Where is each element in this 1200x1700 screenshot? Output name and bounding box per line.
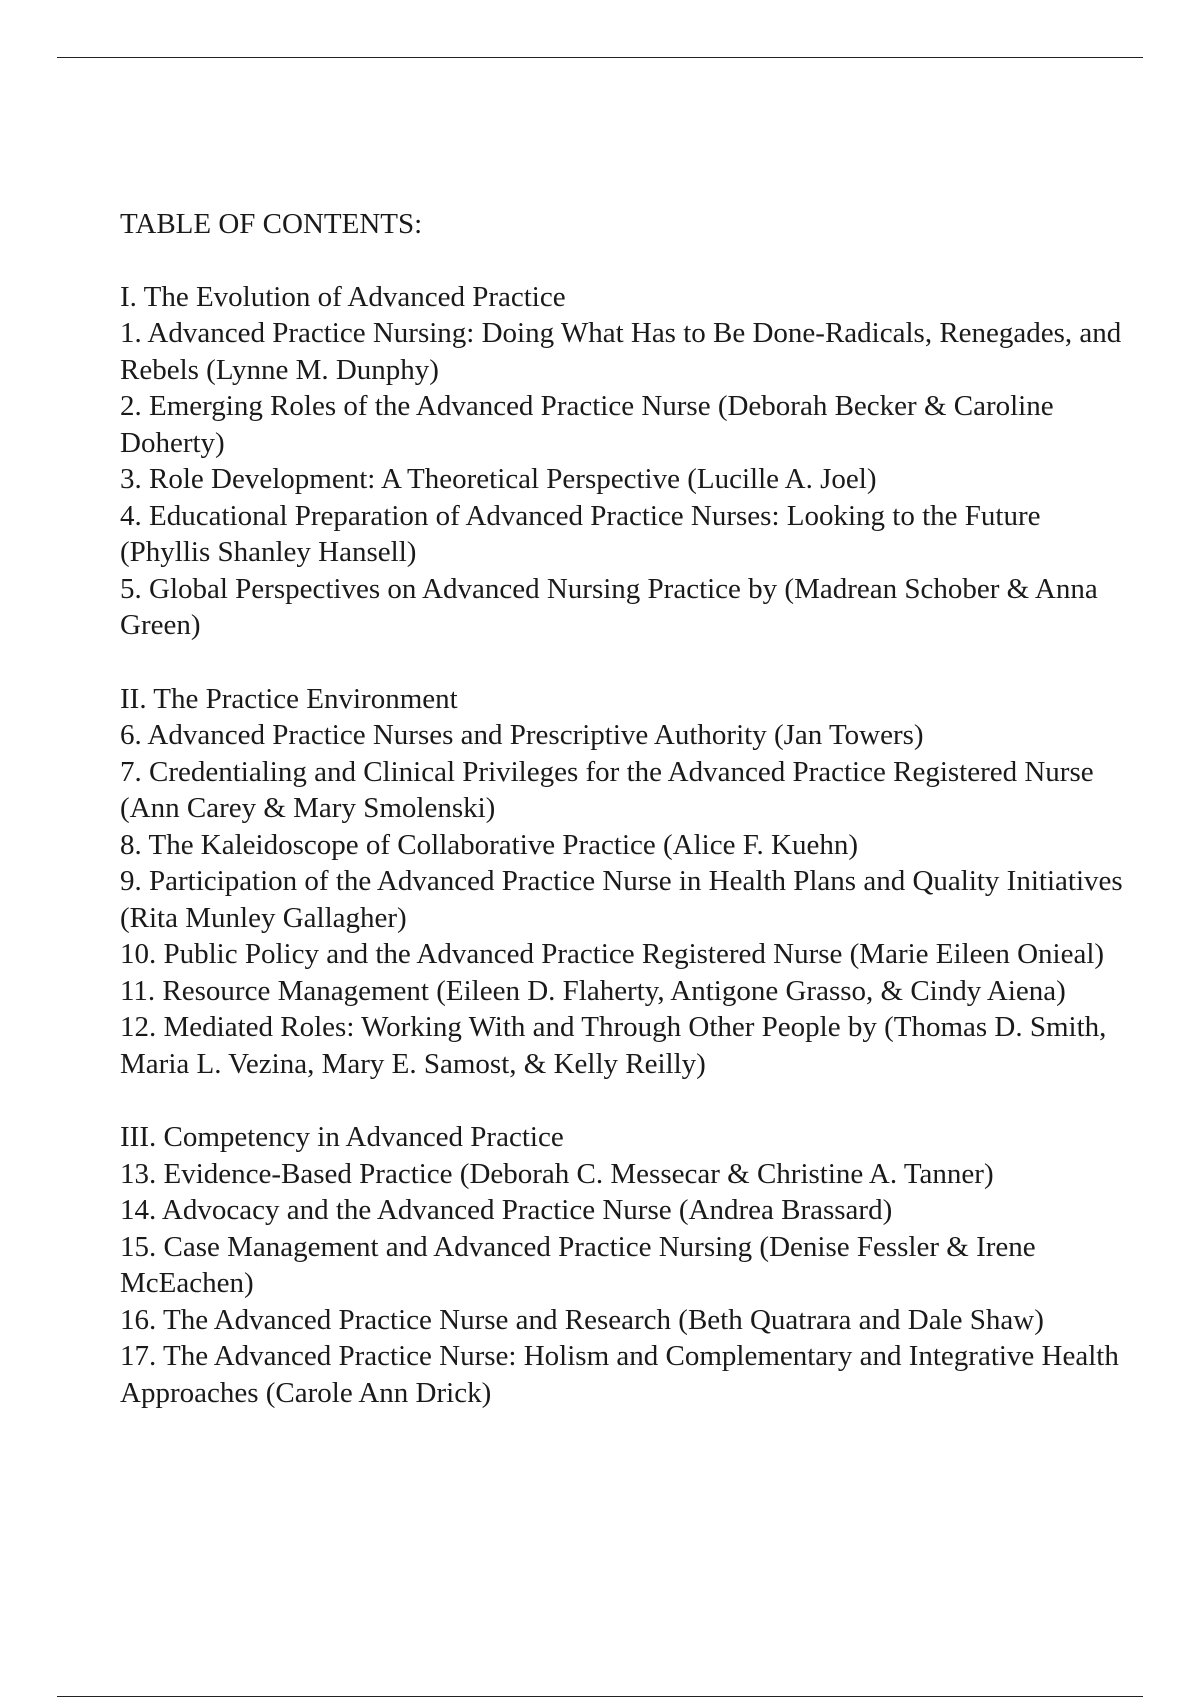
toc-part-2: [120, 681, 1130, 1083]
part-title: III. Competency in Advanced Practice: [120, 1121, 564, 1153]
toc-entry: 9. Participation of the Advanced Practice Nurse in Health Plans and Quality Initiatives (Rita Munley Gallagher): [120, 865, 1123, 934]
part-title: I. The Evolution of Advanced Practice: [120, 280, 566, 313]
toc-part-1: [120, 279, 1130, 644]
toc-entry: 15. Case Management and Advanced Practice Nursing (Denise Fessler & Irene McEachen): [120, 1230, 1036, 1299]
table-of-contents: [120, 206, 1130, 1448]
toc-entry: 10. Public Policy and the Advanced Practice Registered Nurse (Marie Eileen Onieal): [120, 938, 1105, 970]
toc-entry: 1. Advanced Practice Nursing: Doing What Has to Be Done-Radicals, Renegades, and Rebels (Lynne M. Dunphy): [120, 317, 1122, 386]
toc-entry: 13. Evidence-Based Practice (Deborah C. Messecar & Christine A. Tanner): [120, 1157, 994, 1190]
toc-heading: TABLE OF CONTENTS:: [120, 208, 423, 240]
toc-entry: 8. The Kaleidoscope of Collaborative Practice (Alice F. Kuehn): [120, 828, 859, 861]
toc-entry: 14. Advocacy and the Advanced Practice Nurse (Andrea Brassard): [120, 1194, 893, 1226]
toc-entry: 5. Global Perspectives on Advanced Nursing Practice by (Madrean Schober & Anna Green): [120, 572, 1098, 641]
toc-entry: 3. Role Development: A Theoretical Perspective (Lucille A. Joel): [120, 463, 877, 495]
toc-entry: 16. The Advanced Practice Nurse and Research (Beth Quatrara and Dale Shaw): [120, 1303, 1044, 1336]
toc-entry: 7. Credentialing and Clinical Privileges for the Advanced Practice Registered Nurse (Ann Carey & Mary Smolenski): [120, 755, 1094, 824]
toc-entry: 11. Resource Management (Eileen D. Flaherty, Antigone Grasso, & Cindy Aiena): [120, 974, 1066, 1007]
top-divider: [57, 57, 1143, 58]
part-title: II. The Practice Environment: [120, 682, 458, 715]
toc-entry: 2. Emerging Roles of the Advanced Practice Nurse (Deborah Becker & Caroline Doherty): [120, 390, 1054, 459]
bottom-divider: [57, 1696, 1143, 1697]
toc-part-3: [120, 1119, 1130, 1411]
toc-entry: 6. Advanced Practice Nurses and Prescriptive Authority (Jan Towers): [120, 719, 924, 751]
toc-entry: 4. Educational Preparation of Advanced Practice Nurses: Looking to the Future (Phyllis Shanley Hansell): [120, 499, 1041, 568]
toc-entry: 17. The Advanced Practice Nurse: Holism and Complementary and Integrative Health Approaches (Carole Ann Drick): [120, 1340, 1119, 1409]
toc-entry: 12. Mediated Roles: Working With and Through Other People by (Thomas D. Smith, Maria L. Vezina, Mary E. Samost, & Kelly Reilly): [120, 1011, 1107, 1080]
